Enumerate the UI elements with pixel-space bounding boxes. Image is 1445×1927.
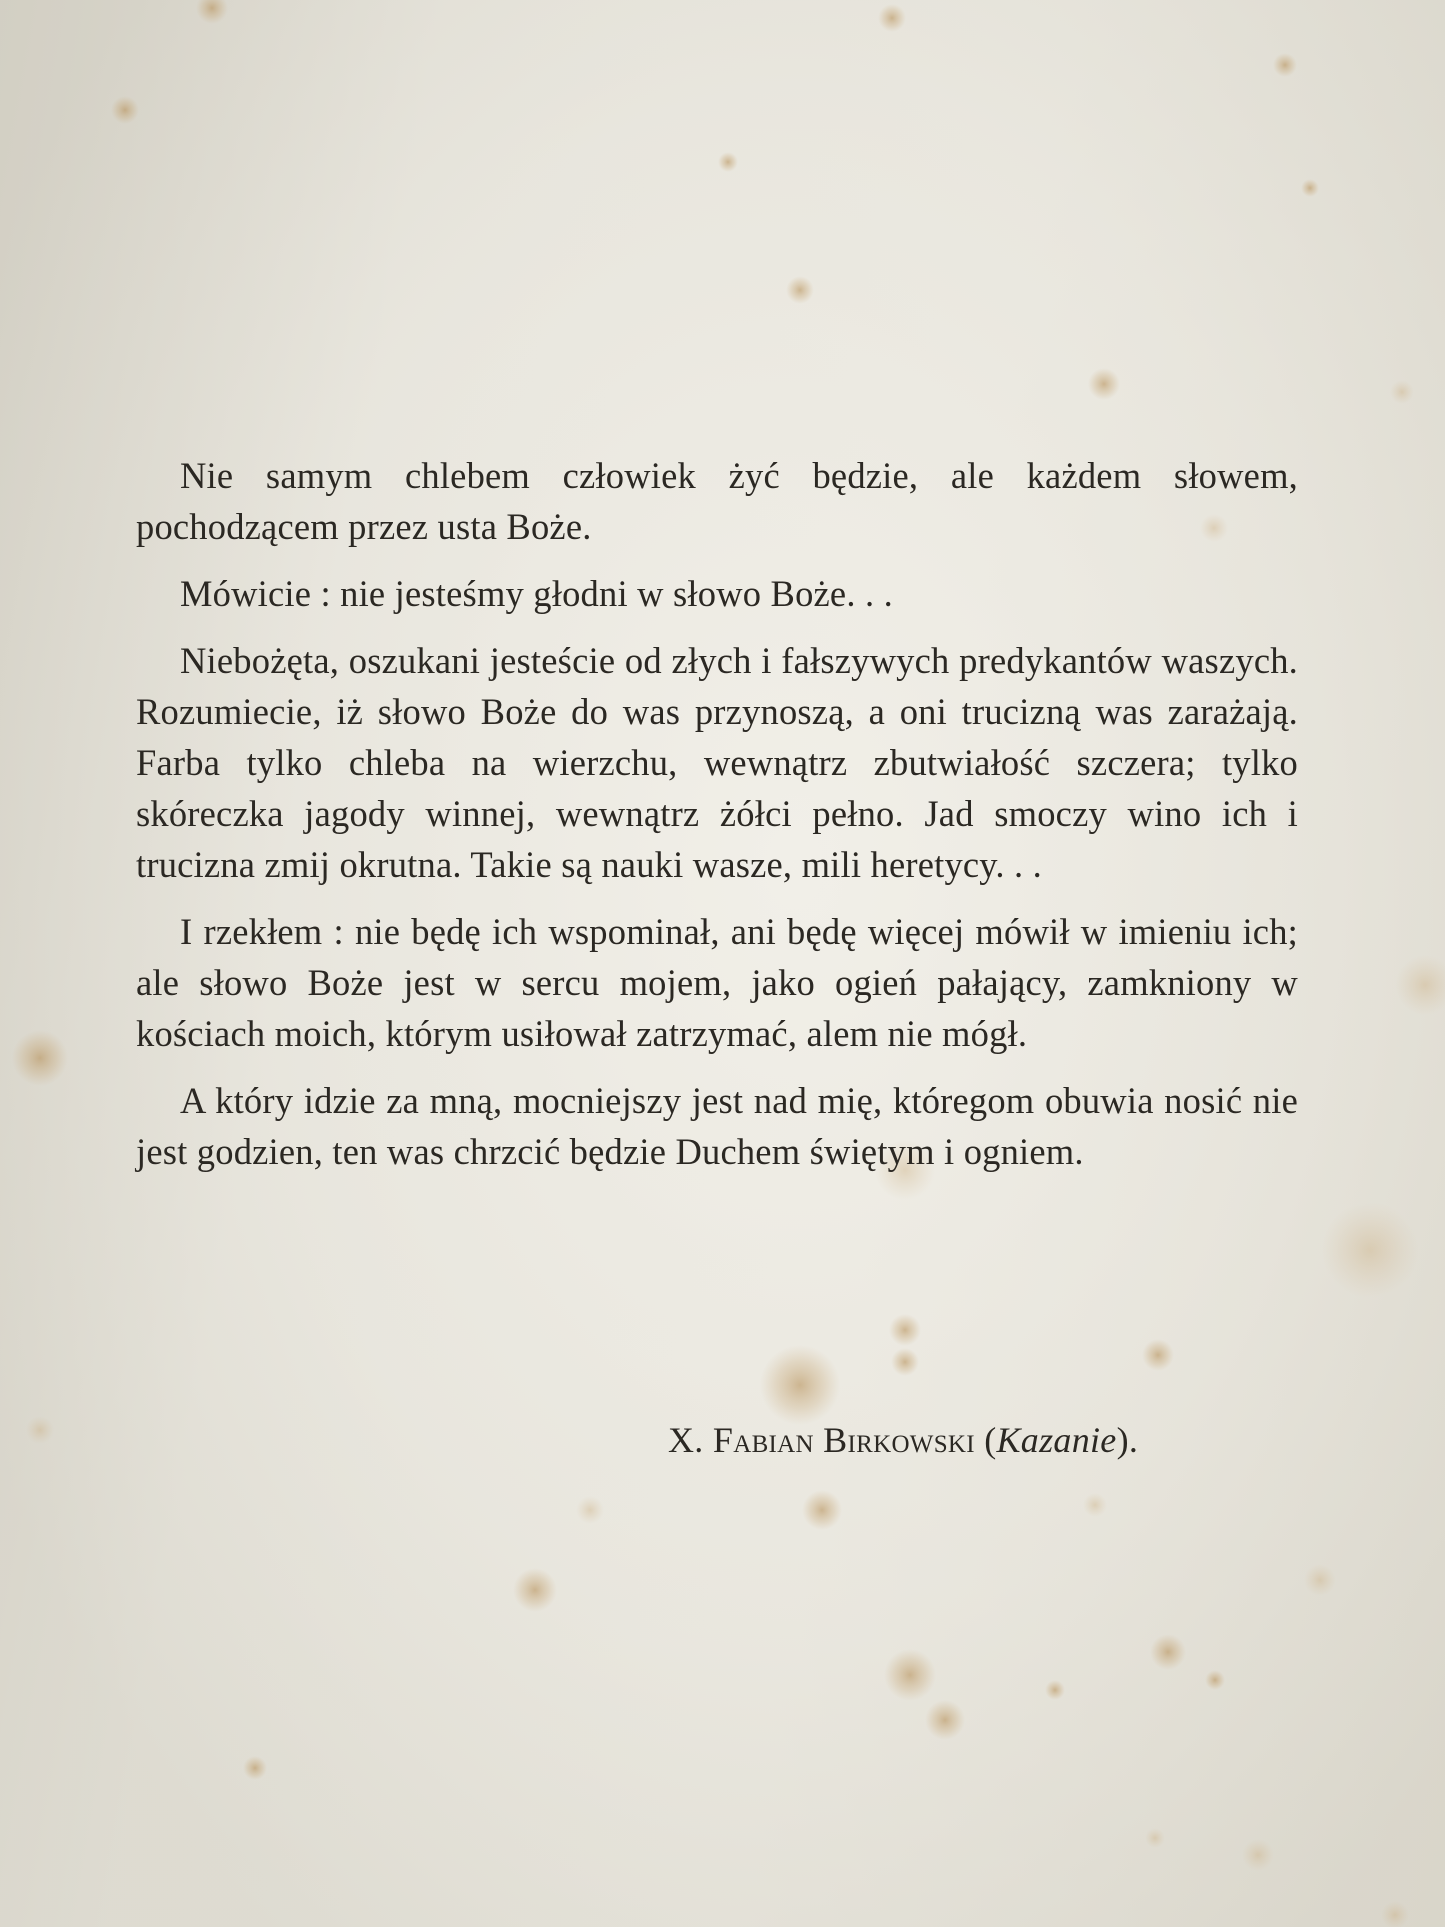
paragraph-5: A który idzie za mną, mocniejszy jest nad mię, któregom obuwia nosić nie jest godzien, ten was chrzcić będzie Duchem świętym i ogniem. xyxy=(136,1080,1298,1172)
signature-open-paren: ( xyxy=(974,1420,997,1460)
signature-author: X. Fabian Birkowski xyxy=(668,1420,975,1460)
paragraph-2: Mówicie : nie jesteśmy głodni w słowo Boże. . . xyxy=(180,573,893,614)
signature-work-title: Kazanie xyxy=(996,1420,1117,1460)
signature-line xyxy=(668,1417,1138,1463)
signature-close-paren: ). xyxy=(1116,1420,1139,1460)
paragraph-4: I rzekłem : nie będę ich wspominał, ani będę więcej mówił w imieniu ich; ale słowo Boże jest w sercu mojem, jako ogień pałający, zamkniony w kościach moich, którym usiłował zatrzymać, alem nie mógł. xyxy=(136,911,1298,1054)
paragraph-1: Nie samym chlebem człowiek żyć będzie, ale każdem słowem, pochodzącem przez usta Boże. xyxy=(136,455,1298,547)
paragraph-3: Niebożęta, oszukani jesteście od złych i fałszywych predykantów waszych. Rozumiecie, iż słowo Boże do was przynoszą, a oni trucizną was zarażają. Farba tylko chleba na wierzchu, wewnątrz zbutwiałość szczera; tylko skóreczka jagody winnej, wewnątrz żółci pełno. Jad smoczy wino ich i trucizna zmij okrutna. Takie są nauki wasze, mili heretycy. . . xyxy=(136,640,1298,885)
quotation-text xyxy=(136,450,1298,1193)
